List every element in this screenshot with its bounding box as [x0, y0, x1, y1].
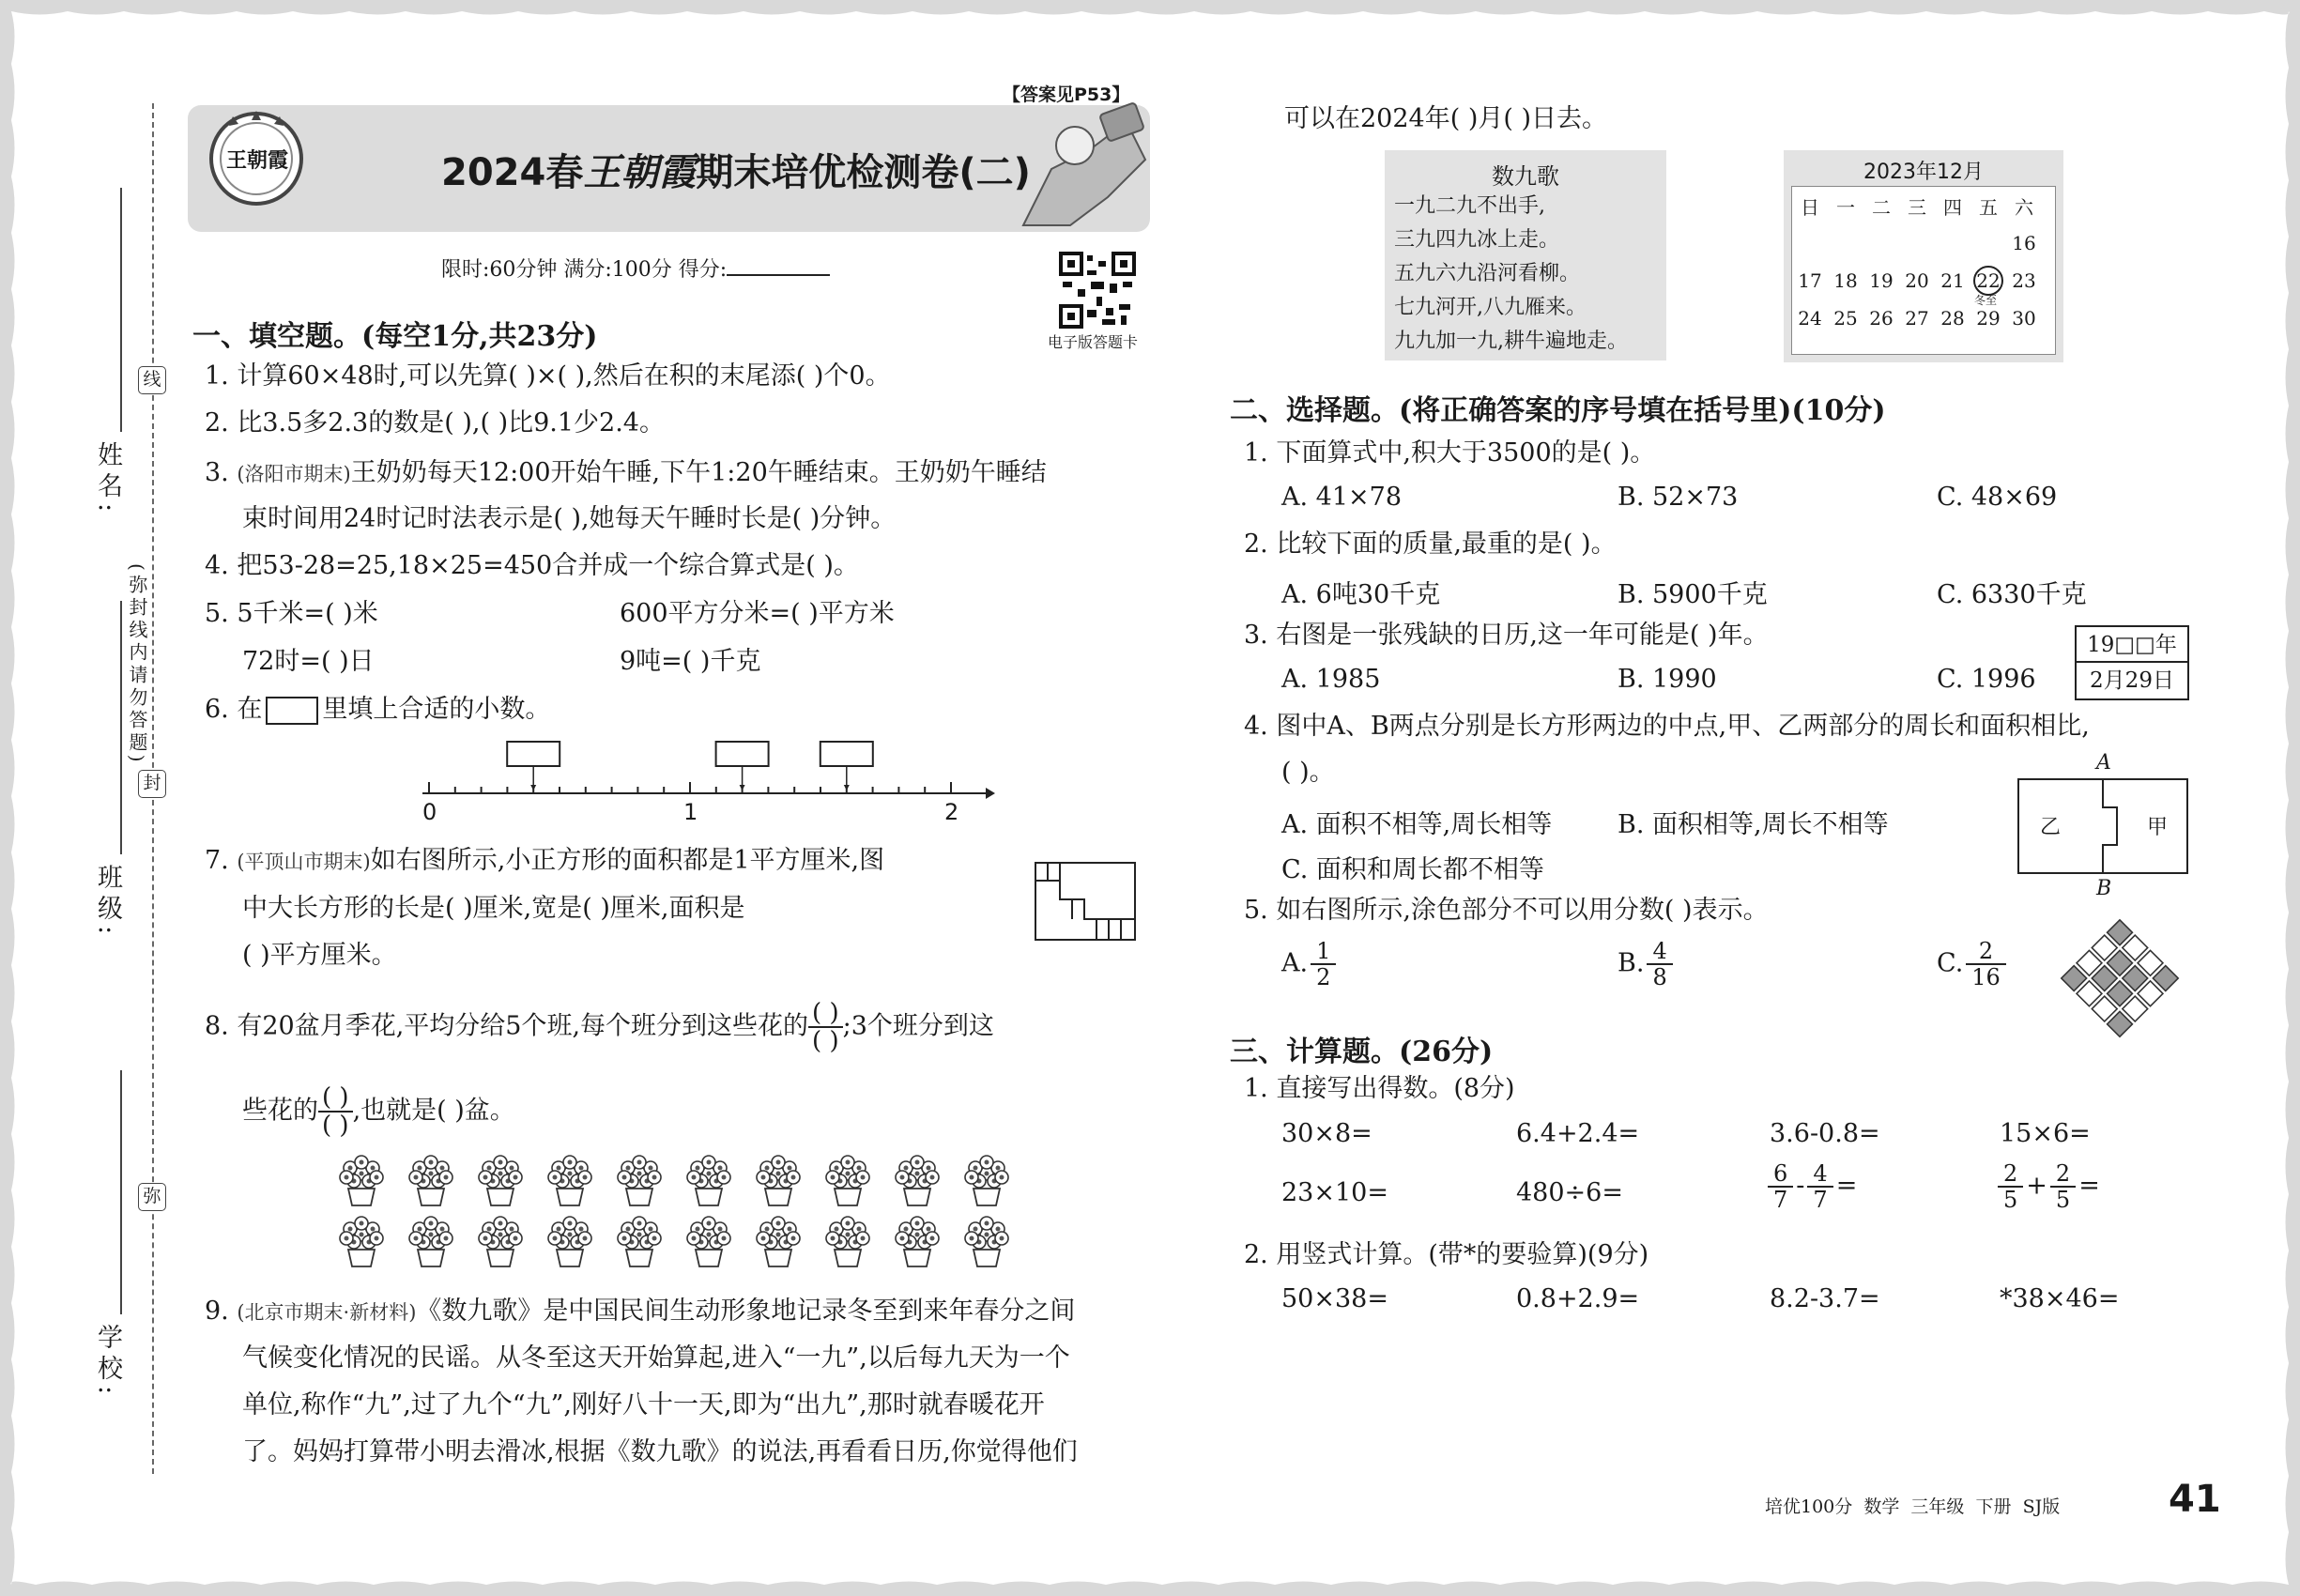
q6-box-sample	[266, 697, 318, 725]
q8-fraction-blank-2[interactable]	[318, 1084, 353, 1139]
flower-pot-icon	[479, 1217, 522, 1266]
seal-mark-feng: 封	[138, 770, 166, 798]
logo	[205, 107, 308, 210]
calendar-cell: 27	[1905, 307, 1929, 330]
s2-q5-text: 5. 如右图所示,涂色部分不可以用分数( )表示。	[1244, 896, 1769, 925]
title-post: 期末培优检测卷(二)	[696, 151, 1031, 194]
s2-q5-option-c[interactable]	[1937, 939, 2009, 990]
calendar-cell: 28	[1940, 307, 1965, 330]
number-line	[404, 737, 995, 831]
q8-frac1-num: ( )	[808, 1000, 843, 1028]
flower-pot-icon	[757, 1217, 800, 1266]
q7-line2: 中大长方形的长是( )厘米,宽是( )厘米,面积是	[242, 894, 745, 923]
mascot-illustration	[986, 94, 1155, 238]
eq: =	[1835, 1171, 1858, 1201]
s2-q3-option-a[interactable]: A. 1985	[1281, 665, 1381, 694]
s2-q2-option-c[interactable]: C. 6330千克	[1937, 580, 2087, 609]
s2-q2-option-b[interactable]: B. 5900千克	[1618, 580, 1768, 609]
q6-pre: 6. 在	[205, 695, 263, 724]
s2-q4-line2: ( )。	[1281, 758, 1335, 787]
calc-item: 30×8=	[1281, 1119, 1372, 1148]
frac-den: 8	[1652, 964, 1667, 990]
flower-pot-icon	[826, 1217, 869, 1266]
s2-q2-text: 2. 比较下面的质量,最重的是( )。	[1244, 529, 1617, 559]
calc-item: 15×6=	[2000, 1119, 2091, 1148]
q9-text-a: 《数九歌》是中国民间生动形象地记录冬至到来年春分之间	[416, 1297, 1076, 1326]
name-label: 姓名:	[93, 441, 122, 518]
q5-line1a: 5. 5千米=( )米	[205, 599, 378, 628]
section3-title: 三、计算题。(26分)	[1230, 1036, 1494, 1068]
calendar-cell: 四	[1943, 195, 1962, 219]
calc-item: 8.2-3.7=	[1770, 1284, 1880, 1313]
qr-code	[1059, 252, 1136, 329]
answer-reference: 【答案见P53】	[1003, 84, 1130, 105]
calendar-grid	[1791, 186, 2056, 355]
q8-line2	[242, 1084, 515, 1139]
s2-q5-b-fraction	[1647, 939, 1672, 990]
q5-line2a: 72时=( )日	[242, 647, 375, 676]
q7-text-a: 如右图所示,小正方形的面积都是1平方厘米,图	[370, 846, 885, 875]
calc-item: *38×46=	[2000, 1284, 2120, 1313]
q3-line1: 3. (洛阳市期末)王奶奶每天12:00开始午睡,下午1:20午睡结束。王奶奶午睡结	[205, 458, 1047, 487]
calc-item: 3.6-0.8=	[1770, 1119, 1880, 1148]
calendar-cell: 五	[1979, 195, 1998, 219]
s2-q5-a-fraction	[1311, 939, 1336, 990]
calendar-cell: 16	[2012, 232, 2036, 254]
s2-q1-option-b[interactable]: B. 52×73	[1618, 483, 1739, 512]
q9-line5: 可以在2024年( )月( )日去。	[1284, 104, 1608, 133]
numline-answer-box[interactable]	[716, 742, 769, 766]
calendar-cell: 26	[1869, 307, 1894, 330]
frac-num: 2	[2050, 1161, 2076, 1188]
poem-line: 一九二九不出手,	[1394, 194, 1545, 218]
school-field[interactable]	[120, 1070, 122, 1314]
diamond-grid-group	[2062, 920, 2178, 1036]
eq: =	[2078, 1171, 2100, 1201]
s2-q3-calendar-card	[2075, 625, 2189, 700]
flower-pot-icon	[340, 1217, 383, 1266]
calendar-cell: 30	[2012, 307, 2036, 330]
q9-line1: 9. (北京市期末·新材料)《数九歌》是中国民间生动形象地记录冬至到来年春分之间	[205, 1297, 1076, 1326]
flower-pot-icon	[548, 1156, 591, 1205]
s2-q3-card-date: 2月29日	[2090, 668, 2174, 693]
binding-strip	[84, 94, 178, 1483]
frac-num: 2	[1998, 1161, 2023, 1188]
s2-q3-text: 3. 右图是一张残缺的日历,这一年可能是( )年。	[1244, 621, 1769, 650]
frac-den: 5	[2003, 1187, 2018, 1213]
q8-text-a2: ;3个班分到这	[842, 1011, 994, 1041]
calendar-cell: 三	[1908, 195, 1926, 219]
q7-line3: ( )平方厘米。	[242, 941, 397, 970]
calc-item: 23×10=	[1281, 1178, 1388, 1207]
calc-item: 0.8+2.9=	[1516, 1284, 1640, 1313]
calendar-cell	[1828, 224, 1863, 262]
flower-pot-icon	[896, 1217, 939, 1266]
q9-line4: 了。妈妈打算带小明去滑冰,根据《数九歌》的说法,再看看日历,你觉得他们	[242, 1437, 1078, 1466]
logo-text: 王朝霞	[225, 148, 288, 173]
q3-text-a: 王奶奶每天12:00开始午睡,下午1:20午睡结束。王奶奶午睡结	[350, 458, 1047, 487]
calc-item: 50×38=	[1281, 1284, 1388, 1313]
numline-arrow	[986, 788, 995, 799]
number-line-graphic	[404, 737, 995, 803]
frac-den: 7	[1773, 1187, 1788, 1213]
poem-line: 九九加一九,耕牛遍地走。	[1394, 330, 1628, 353]
numline-label-2: 2	[944, 799, 959, 825]
q8-text-b: 些花的	[242, 1096, 318, 1126]
q6-post: 里填上合适的小数。	[322, 695, 551, 724]
q9-line3: 单位,称作“九”,过了九个“九”,刚好八十一天,即为“出九”,那时就春暖花开	[242, 1390, 1045, 1420]
calendar-highlight-22: 22	[1973, 266, 2003, 296]
calc-fraction-2	[1995, 1161, 2100, 1212]
poem-line: 七九河开,八九雁来。	[1394, 296, 1587, 319]
calendar-cell: 日	[1801, 195, 1819, 219]
op: -	[1796, 1171, 1805, 1201]
calendar-cell: 23	[2012, 269, 2036, 292]
q4-text: 4. 把53-28=25,18×25=450合并成一个综合算式是( )。	[205, 551, 859, 580]
calendar-cell	[1792, 224, 1828, 262]
numline-pointer-head	[530, 785, 536, 790]
title-brand: 王朝霞	[583, 150, 697, 194]
s2-q4-option-a[interactable]: A. 面积不相等,周长相等	[1281, 810, 1553, 839]
frac-num: 4	[1647, 939, 1672, 965]
calendar-cell: 二	[1872, 195, 1891, 219]
seal-note: (弥封线内请勿答题)	[124, 563, 151, 766]
s2-q1-option-c[interactable]: C. 48×69	[1937, 483, 2058, 512]
calendar-cell: 21	[1940, 269, 1965, 292]
seal-mark-xian: 线	[138, 366, 166, 394]
q8-line1	[205, 1000, 994, 1054]
flower-pot-icon	[409, 1217, 452, 1266]
class-field[interactable]	[120, 601, 122, 854]
poem-title: 数九歌	[1492, 163, 1559, 190]
numline-pointer-head	[844, 785, 850, 790]
school-label: 学校:	[93, 1324, 122, 1401]
op: +	[2026, 1171, 2047, 1201]
calendar-cell: 19	[1869, 269, 1894, 292]
frac-num: 1	[1311, 939, 1336, 965]
calendar-cell: 六	[2015, 195, 2033, 219]
flower-pot-icon	[965, 1156, 1008, 1205]
flower-pot-icon	[687, 1156, 730, 1205]
flower-pot-icon	[687, 1217, 730, 1266]
calc-item: 480÷6=	[1516, 1178, 1623, 1207]
qr-caption: 电子版答题卡	[1048, 333, 1139, 351]
flower-pot-icon	[548, 1217, 591, 1266]
title-pre: 2024春	[441, 151, 584, 194]
frac-num: 6	[1768, 1161, 1793, 1188]
flower-pot-icon	[826, 1156, 869, 1205]
q5-line2b: 9吨=( )千克	[620, 647, 761, 676]
calendar-cell: 24	[1798, 307, 1822, 330]
s2-q1-text: 1. 下面算式中,积大于3500的是( )。	[1244, 438, 1656, 468]
q8-text-b2: ,也就是( )盆。	[352, 1096, 515, 1126]
q9-source-tag: (北京市期末·新材料)	[237, 1301, 417, 1324]
class-label: 班级:	[93, 864, 122, 941]
q3-line2: 束时间用24时记时法表示是( ),她每天午睡时长是( )分钟。	[242, 504, 897, 533]
numline-pointer-head	[740, 785, 745, 790]
frac-den: 5	[2055, 1187, 2071, 1213]
s2-q5-b-label: B.	[1618, 948, 1645, 978]
calendar-cell: 18	[1833, 269, 1858, 292]
page-title	[441, 143, 1031, 196]
calendar-cell: 25	[1833, 307, 1858, 330]
q1-text: 1. 计算60×48时,可以先算( )×( ),然后在积的末尾添( )个0。	[205, 361, 891, 391]
calendar-cell: 17	[1798, 269, 1822, 292]
calendar-title: 2023年12月	[1863, 161, 1984, 184]
poem-line: 三九四九冰上走。	[1394, 228, 1560, 252]
s2-q5-option-b[interactable]	[1618, 939, 1676, 990]
s2-q3-option-c[interactable]: C. 1996	[1937, 665, 2036, 694]
calendar-cell: 一	[1836, 195, 1855, 219]
exam-info	[441, 253, 830, 283]
q8-text-a: 8. 有20盆月季花,平均分给5个班,每个班分到这些花的	[205, 1011, 809, 1041]
frac-num: 4	[1807, 1161, 1832, 1188]
s3-part2-title: 2. 用竖式计算。(带*的要验算)(9分)	[1244, 1240, 1649, 1269]
numline-answer-box[interactable]	[507, 742, 560, 766]
q2-text: 2. 比3.5多2.3的数是( ),( )比9.1少2.4。	[205, 408, 665, 437]
q6-text	[205, 694, 550, 726]
s2-q5-c-fraction	[1966, 939, 2006, 990]
flower-pot-icon	[618, 1217, 661, 1266]
calendar-cell: 20	[1905, 269, 1929, 292]
poem-lines	[1394, 190, 1628, 359]
q8-frac2-num: ( )	[318, 1084, 353, 1113]
s2-q4-rectangle-figure	[2014, 751, 2192, 906]
s2-q2-option-a[interactable]: A. 6吨30千克	[1281, 580, 1441, 609]
exam-info-text: 限时:60分钟 满分:100分 得分:	[441, 258, 728, 282]
s3-part1-title: 1. 直接写出得数。(8分)	[1244, 1074, 1515, 1103]
page-number: 41	[2169, 1478, 2221, 1521]
flower-pot-icon	[479, 1156, 522, 1205]
s2-q4-region-yi: 乙	[2040, 816, 2062, 839]
s2-q3-option-b[interactable]: B. 1990	[1618, 665, 1717, 694]
section1-title: 一、填空题。(每空1分,共23分)	[192, 320, 598, 353]
numline-label-0: 0	[422, 799, 437, 825]
section2-title: 二、选择题。(将正确答案的序号填在括号里)(10分)	[1230, 394, 1886, 427]
q8-frac1-den: ( )	[812, 1027, 839, 1055]
frac-den: 2	[1316, 964, 1331, 990]
calendar-table	[1792, 187, 2042, 337]
poem-box	[1385, 150, 1666, 361]
s2-q1-option-a[interactable]: A. 41×78	[1281, 483, 1402, 512]
poem-line: 五九六九沿河看柳。	[1394, 262, 1581, 285]
q7-line1: 7. (平顶山市期末)如右图所示,小正方形的面积都是1平方厘米,图	[205, 846, 885, 875]
q8-frac2-den: ( )	[322, 1112, 349, 1140]
frac-den: 7	[1813, 1187, 1828, 1213]
s2-q5-a-label: A.	[1281, 948, 1309, 978]
s2-q4-option-b[interactable]: B. 面积相等,周长不相等	[1618, 810, 1889, 839]
calendar-cell	[1899, 224, 1935, 262]
s2-q4-line1: 4. 图中A、B两点分别是长方形两边的中点,甲、乙两部分的周长和面积相比,	[1244, 712, 2090, 741]
footer-info: 培优100分 数学 三年级 下册 SJ版	[1765, 1496, 2061, 1517]
name-field[interactable]	[120, 188, 122, 432]
flower-pot-icon	[757, 1156, 800, 1205]
s2-q5-c-label: C.	[1937, 948, 1964, 978]
s2-q3-card-year: 19□□年	[2077, 627, 2187, 663]
s2-q5-diamond-grid	[2054, 915, 2185, 1051]
q7-staircase-figure	[1035, 862, 1138, 945]
s2-q5-diamond-graphic	[2054, 915, 2185, 1047]
s2-q4-region-jia: 甲	[2147, 816, 2169, 839]
flower-pot-icon	[618, 1156, 661, 1205]
numline-label-1: 1	[683, 799, 698, 825]
seal-mark-mi: 弥	[138, 1183, 166, 1211]
flower-pot-icon	[340, 1156, 383, 1205]
q7-source-tag: (平顶山市期末)	[237, 851, 371, 873]
frac-num: 2	[1966, 939, 2006, 965]
s2-q5-option-a[interactable]	[1281, 939, 1339, 990]
frac-den: 16	[1971, 964, 2001, 990]
flower-pots-illustration	[333, 1153, 1028, 1275]
q8-fraction-blank-1[interactable]	[808, 1000, 843, 1054]
s2-q4-option-c[interactable]: C. 面积和周长都不相等	[1281, 855, 1544, 884]
calendar-cell: 29 冬至	[1974, 294, 2001, 330]
calendar-box	[1784, 150, 2063, 362]
calendar-cell	[1970, 224, 2006, 262]
calc-fraction-1	[1765, 1161, 1857, 1212]
flower-pot-icon	[965, 1217, 1008, 1266]
flower-pot-icon	[409, 1156, 452, 1205]
flower-pot-icon	[896, 1156, 939, 1205]
calendar-cell	[1935, 224, 1970, 262]
qr-code-graphic	[1059, 252, 1136, 329]
calendar-cell	[1863, 224, 1899, 262]
s2-q4-point-a: A	[2096, 751, 2111, 775]
q9-line2: 气候变化情况的民谣。从冬至这天开始算起,进入“一九”,以后每九天为一个	[242, 1343, 1070, 1373]
q5-line1b: 600平方分米=( )平方米	[620, 599, 895, 628]
score-blank[interactable]	[727, 274, 830, 276]
s2-q4-point-b: B	[2096, 877, 2112, 900]
calc-item: 6.4+2.4=	[1516, 1119, 1640, 1148]
q3-source-tag: (洛阳市期末)	[237, 463, 351, 485]
flower-pots-graphic	[333, 1153, 1028, 1275]
calendar-note-dongzhi: 冬至	[1974, 294, 1998, 307]
numline-answer-box[interactable]	[820, 742, 873, 766]
